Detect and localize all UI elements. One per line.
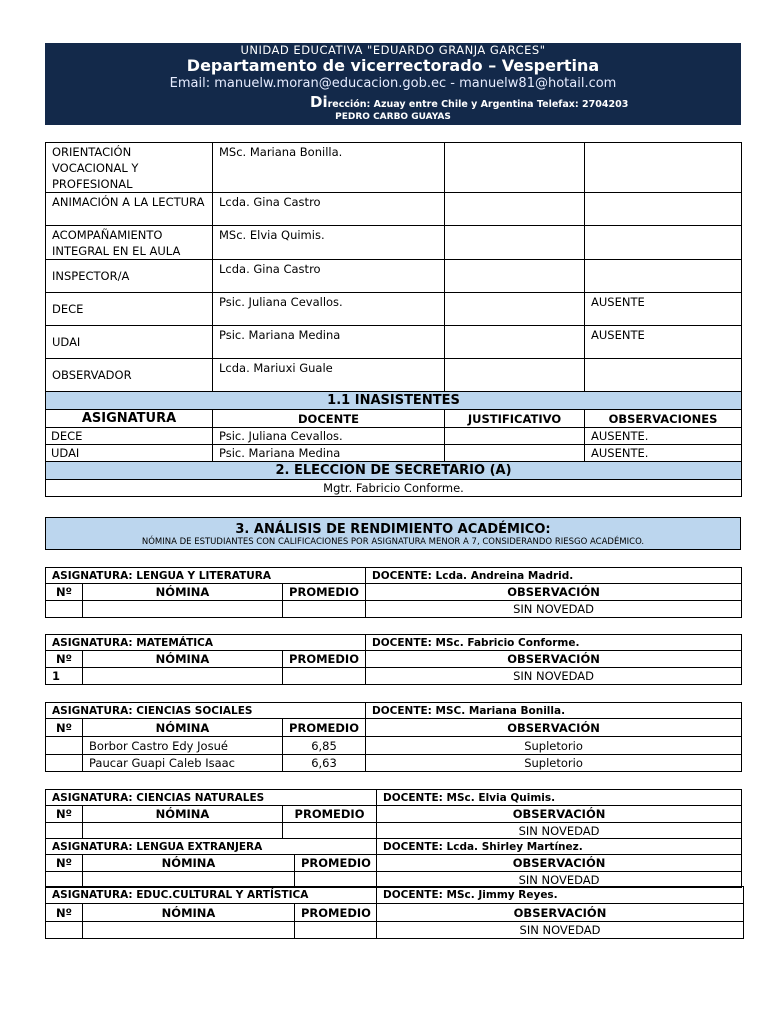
student-average [283, 668, 366, 685]
absentees-header-row [46, 410, 742, 428]
student-row [46, 922, 744, 939]
secretary-title: 2. ELECCION DE SECRETARIO (A) [46, 462, 742, 480]
header-asignatura: ASIGNATURA [46, 410, 213, 428]
col-promedio: PROMEDIO [283, 806, 377, 823]
student-num [46, 922, 83, 939]
student-row [46, 601, 742, 618]
staff-col3 [445, 143, 585, 193]
student-name [83, 668, 283, 685]
student-observation: SIN NOVEDAD [377, 823, 742, 839]
subject-label: ASIGNATURA: EDUC.CULTURAL Y ARTÍSTICA [46, 887, 377, 904]
staff-name: MSc. Mariana Bonilla. [213, 143, 445, 193]
staff-col4 [585, 143, 742, 193]
student-observation: Supletorio [366, 737, 742, 755]
student-num: 1 [46, 668, 83, 685]
absentee-row [46, 428, 742, 445]
student-average [295, 922, 377, 939]
col-num: Nº [46, 806, 83, 823]
student-num [46, 601, 83, 618]
subject-teacher: DOCENTE: MSC. Mariana Bonilla. [366, 703, 742, 719]
staff-name: Psic. Mariana Medina [213, 326, 445, 359]
attendance-table [45, 142, 742, 497]
subject-teacher: DOCENTE: MSc. Jimmy Reyes. [377, 887, 744, 904]
staff-row [46, 143, 742, 193]
col-nomina: NÓMINA [83, 651, 283, 668]
contact-email: Email: manuelw.moran@educacion.gob.ec - manuelw81@hotail.com [169, 76, 617, 91]
absentees-title: 1.1 INASISTENTES [46, 392, 742, 410]
header-justificativo: JUSTIFICATIVO [445, 410, 585, 428]
subject-label: ASIGNATURA: MATEMÁTICA [46, 635, 366, 651]
col-num: Nº [46, 904, 83, 922]
absentee-teacher: Psic. Mariana Medina [213, 445, 445, 462]
staff-row [46, 260, 742, 293]
analysis-heading-cell [46, 518, 741, 550]
address-line [310, 92, 628, 111]
staff-role: INSPECTOR/A [46, 260, 213, 293]
subject-table-artistica [45, 886, 744, 939]
header-docente: DOCENTE [213, 410, 445, 428]
secretary-name: Mgtr. Fabricio Conforme. [46, 480, 742, 497]
staff-row [46, 226, 742, 260]
col-promedio: PROMEDIO [283, 584, 366, 601]
col-observacion: OBSERVACIÓN [366, 651, 742, 668]
staff-role: UDAI [46, 326, 213, 359]
header-observaciones: OBSERVACIONES [585, 410, 742, 428]
col-nomina: NÓMINA [83, 904, 295, 922]
col-observacion: OBSERVACIÓN [377, 806, 742, 823]
staff-row [46, 359, 742, 392]
subject-teacher: DOCENTE: MSc. Fabricio Conforme. [366, 635, 742, 651]
student-row [46, 755, 742, 772]
col-num: Nº [46, 719, 83, 737]
school-name: UNIDAD EDUCATIVA "EDUARDO GRANJA GARCES" [240, 43, 546, 57]
staff-row [46, 326, 742, 359]
absentee-subject: UDAI [46, 445, 213, 462]
staff-col3 [445, 193, 585, 226]
staff-role: DECE [46, 293, 213, 326]
absentee-teacher: Psic. Juliana Cevallos. [213, 428, 445, 445]
absentee-observation: AUSENTE. [585, 428, 742, 445]
subject-label: ASIGNATURA: CIENCIAS SOCIALES [46, 703, 366, 719]
col-observacion: OBSERVACIÓN [366, 584, 742, 601]
staff-role: ORIENTACIÓN VOCACIONAL Y PROFESIONAL [46, 143, 213, 193]
absentee-subject: DECE [46, 428, 213, 445]
staff-name: Psic. Juliana Cevallos. [213, 293, 445, 326]
address-text: rección: Azuay entre Chile y Argentina Telefax: 2704203 [327, 99, 629, 110]
subject-label: ASIGNATURA: LENGUA Y LITERATURA [46, 568, 366, 584]
student-row [46, 737, 742, 755]
staff-col4 [585, 359, 742, 392]
subject-teacher: DOCENTE: Lcda. Shirley Martínez. [377, 839, 742, 855]
col-observacion: OBSERVACIÓN [377, 904, 744, 922]
staff-col3 [445, 359, 585, 392]
col-nomina: NÓMINA [83, 719, 283, 737]
absentee-justification [445, 445, 585, 462]
city-line: PEDRO CARBO GUAYAS [335, 112, 451, 122]
col-observacion: OBSERVACIÓN [377, 855, 742, 872]
subject-label: ASIGNATURA: LENGUA EXTRANJERA [46, 839, 377, 855]
staff-role: OBSERVADOR [46, 359, 213, 392]
student-observation: Supletorio [366, 755, 742, 772]
col-num: Nº [46, 651, 83, 668]
student-average: 6,85 [283, 737, 366, 755]
document-header [45, 43, 741, 125]
address-prefix: Di [310, 93, 328, 111]
absentees-section [46, 392, 742, 462]
staff-name: Lcda. Gina Castro [213, 193, 445, 226]
subject-table-matematica [45, 634, 742, 685]
staff-col4: AUSENTE [585, 326, 742, 359]
staff-name: Lcda. Mariuxi Guale [213, 359, 445, 392]
student-row [46, 668, 742, 685]
student-average [283, 601, 366, 618]
staff-col4 [585, 193, 742, 226]
analysis-heading [45, 517, 741, 550]
staff-rows [46, 143, 742, 392]
student-num [46, 823, 83, 839]
student-average: 6,63 [283, 755, 366, 772]
staff-role: ACOMPAÑAMIENTO INTEGRAL EN EL AULA [46, 226, 213, 260]
student-row [46, 823, 742, 839]
subject-label: ASIGNATURA: CIENCIAS NATURALES [46, 790, 377, 806]
student-name: Paucar Guapi Caleb Isaac [83, 755, 283, 772]
staff-name: Lcda. Gina Castro [213, 260, 445, 293]
student-observation: SIN NOVEDAD [366, 668, 742, 685]
col-num: Nº [46, 855, 83, 872]
subject-table-naturales-extranjera [45, 789, 742, 888]
staff-col3 [445, 293, 585, 326]
staff-col3 [445, 326, 585, 359]
secretary-section [46, 462, 742, 497]
staff-row [46, 193, 742, 226]
col-nomina: NÓMINA [83, 806, 283, 823]
absentee-row [46, 445, 742, 462]
subject-teacher: DOCENTE: Lcda. Andreina Madrid. [366, 568, 742, 584]
staff-col3 [445, 226, 585, 260]
subject-teacher: DOCENTE: MSc. Elvia Quimis. [377, 790, 742, 806]
student-num [46, 755, 83, 772]
absentee-justification [445, 428, 585, 445]
student-num [46, 737, 83, 755]
staff-col3 [445, 260, 585, 293]
student-observation: SIN NOVEDAD [366, 601, 742, 618]
analysis-title: 3. ANÁLISIS DE RENDIMIENTO ACADÉMICO: [235, 521, 551, 537]
department-title: Departamento de vicerrectorado – Vespertina [186, 56, 600, 75]
student-name: Borbor Castro Edy Josué [83, 737, 283, 755]
student-observation: SIN NOVEDAD [377, 872, 742, 888]
staff-col4 [585, 226, 742, 260]
staff-row [46, 293, 742, 326]
col-promedio: PROMEDIO [283, 719, 366, 737]
col-observacion: OBSERVACIÓN [366, 719, 742, 737]
col-promedio: PROMEDIO [283, 651, 366, 668]
staff-col4: AUSENTE [585, 293, 742, 326]
subject-table-sociales [45, 702, 742, 772]
student-name [83, 823, 283, 839]
student-average [283, 823, 377, 839]
col-num: Nº [46, 584, 83, 601]
student-observation: SIN NOVEDAD [377, 922, 744, 939]
col-nomina: NÓMINA [83, 855, 295, 872]
staff-name: MSc. Elvia Quimis. [213, 226, 445, 260]
col-promedio: PROMEDIO [295, 855, 377, 872]
absentee-observation: AUSENTE. [585, 445, 742, 462]
subject-table-lengua [45, 567, 742, 618]
student-name [83, 601, 283, 618]
staff-col4 [585, 260, 742, 293]
col-promedio: PROMEDIO [295, 904, 377, 922]
staff-role: ANIMACIÓN A LA LECTURA [46, 193, 213, 226]
student-name [83, 922, 295, 939]
col-nomina: NÓMINA [83, 584, 283, 601]
analysis-subtitle: NÓMINA DE ESTUDIANTES CON CALIFICACIONES POR ASIGNATURA MENOR A 7, CONSIDERANDO RIESGO ACADÉMICO. [141, 536, 645, 547]
